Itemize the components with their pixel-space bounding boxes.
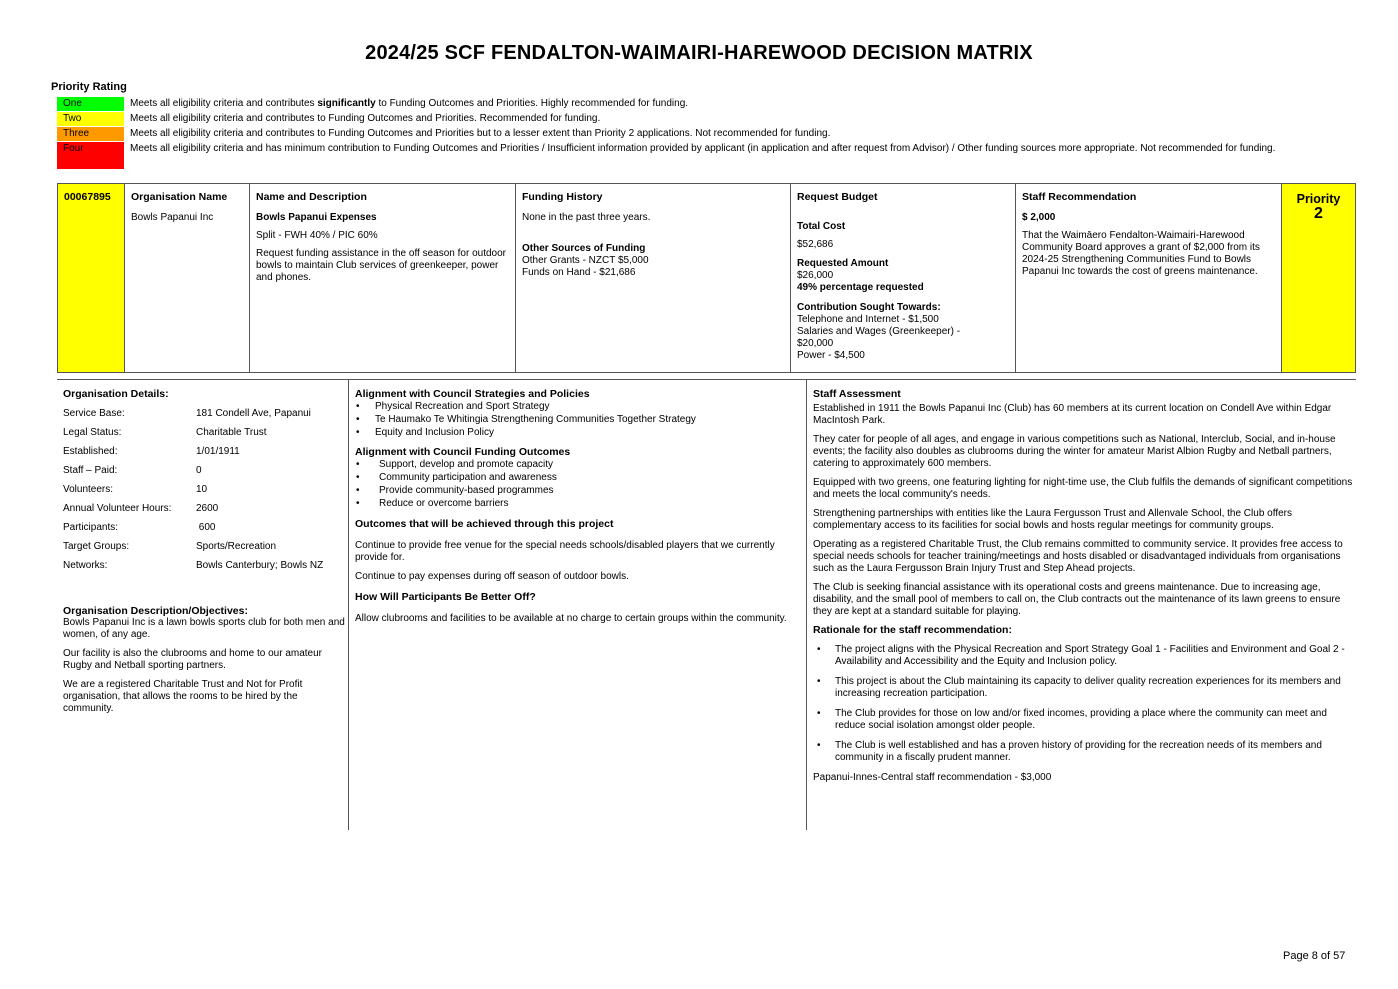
other-source: Other Grants - NZCT $5,000 bbox=[522, 255, 649, 266]
contribution-item: $20,000 bbox=[797, 338, 834, 349]
org-name-cell bbox=[125, 184, 250, 372]
other-source: Funds on Hand - $21,686 bbox=[522, 267, 636, 278]
priority-value: 2 bbox=[1314, 205, 1323, 222]
requested-amount: $26,000 bbox=[797, 270, 834, 281]
list-item: • Provide community-based programmes bbox=[355, 485, 802, 497]
list-item: • Support, develop and promote capacity bbox=[355, 459, 802, 471]
contribution-label: Contribution Sought Towards: bbox=[797, 302, 941, 313]
org-details-heading: Organisation Details: bbox=[63, 388, 169, 400]
list-item: • This project is about the Club maintaining its capacity to deliver quality recreation experiences for its members and increasing recreation participation. bbox=[813, 676, 1355, 700]
application-summary-table bbox=[57, 183, 1356, 373]
other-sources-header: Other Sources of Funding bbox=[522, 243, 646, 254]
outcomes-heading: Alignment with Council Funding Outcomes bbox=[355, 446, 571, 458]
priority-header: Priority bbox=[1296, 192, 1341, 206]
list-item: • The Club is well established and has a proven history of providing for the recreation needs of its members and community in a fiscally prudent manner. bbox=[813, 740, 1355, 764]
project-description: Request funding assistance in the off season for outdoor bowls to maintain Club services of greenkeeper, power and phones. bbox=[256, 248, 506, 283]
org-description-heading: Organisation Description/Objectives: bbox=[63, 605, 248, 617]
project-name: Bowls Papanui Expenses bbox=[256, 212, 377, 223]
request-budget-header: Request Budget bbox=[797, 191, 878, 203]
application-id-cell bbox=[58, 184, 125, 372]
list-item: • The Club provides for those on low and/or fixed incomes, providing a place where the community can meet and reduce social isolation amongst older people. bbox=[813, 708, 1355, 732]
priority-rating-heading: Priority Rating bbox=[51, 81, 127, 93]
page-number: Page 8 of 57 bbox=[1283, 950, 1346, 962]
priority-swatch-two: Two bbox=[57, 112, 124, 126]
assessment-paragraph: They cater for people of all ages, and engage in various competitions such as National, Interclub, Social, and in-house events; the facility also doubles as clubrooms during the winter for amateur Marist Albion Rugby and Netball partners, catering to approximately 600 members. bbox=[813, 434, 1336, 469]
outcomes-list bbox=[355, 459, 802, 510]
total-cost: $52,686 bbox=[797, 239, 834, 250]
page-title: 2024/25 SCF FENDALTON-WAIMAIRI-HAREWOOD DECISION MATRIX bbox=[365, 42, 1033, 64]
org-name: Bowls Papanui Inc bbox=[131, 212, 214, 223]
rationale-list bbox=[813, 644, 1355, 764]
strategies-heading: Alignment with Council Strategies and Policies bbox=[355, 388, 590, 400]
staff-recommendation-text: That the Waimāero Fendalton-Waimairi-Harewood Community Board approves a grant of $2,000 from its 2024-25 Strengthening Communities Fund to Bowls Papanui Inc towards the cost of greens maintenance. bbox=[1022, 230, 1260, 277]
alignment-column bbox=[355, 388, 802, 625]
priority-swatch-four: Four bbox=[57, 142, 124, 169]
priority-swatch-three: Three bbox=[57, 127, 124, 141]
priority-cell bbox=[1282, 184, 1355, 372]
name-description-cell bbox=[250, 184, 516, 372]
list-item: • Te Haumako Te Whitingia Strengthening Communities Together Strategy bbox=[355, 414, 802, 426]
org-details-list: Service Base: 181 Condell Ave, Papanui Legal Status: Charitable Trust Established: 1/01/1911 Staff – Paid: 0 Volunteers: 10 Annual Volunteer Hours: 2600 Participants: 600 Target Groups: Sports/Recreation Networks: Bowls Canterbury; Bowls NZ bbox=[63, 408, 324, 571]
list-item: • Equity and Inclusion Policy bbox=[355, 427, 802, 439]
org-details-column bbox=[63, 388, 345, 715]
other-staff-recommendation: Papanui-Innes-Central staff recommendation - $3,000 bbox=[813, 772, 1052, 783]
staff-assessment-heading: Staff Assessment bbox=[813, 388, 901, 400]
assessment-paragraph: The Club is seeking financial assistance with its operational costs and greens maintenance. Due to increasing age, disability, and the small pool of members to call on, the Club contracts out the maintenance of its lawn greens to ensure they are kept at a standard suitable for playing. bbox=[813, 582, 1341, 617]
achieved-paragraph: Continue to pay expenses during off season of outdoor bowls. bbox=[355, 571, 629, 582]
better-off-paragraph: Allow clubrooms and facilities to be available at no charge to certain groups within the community. bbox=[355, 613, 787, 624]
funding-history-cell bbox=[516, 184, 791, 372]
assessment-paragraph: Operating as a registered Charitable Trust, the Club remains committed to community service. It provides free access to special needs schools for teacher training/meetings and hosts disabled or disadvantaged individuals from organisations such as the Laura Fergusson Brain Injury Trust and Step Ahead projects. bbox=[813, 539, 1343, 574]
contribution-item: Telephone and Internet - $1,500 bbox=[797, 314, 939, 325]
list-item: • Reduce or overcome barriers bbox=[355, 498, 802, 510]
contribution-item: Salaries and Wages (Greenkeeper) - bbox=[797, 326, 961, 337]
better-off-heading: How Will Participants Be Better Off? bbox=[355, 591, 536, 603]
contribution-item: Power - $4,500 bbox=[797, 350, 865, 361]
funding-history: None in the past three years. bbox=[522, 212, 651, 223]
rationale-heading: Rationale for the staff recommendation: bbox=[813, 624, 1012, 636]
org-description-paragraph: We are a registered Charitable Trust and Not for Profit organisation, that allows the rooms to be hired by the community. bbox=[63, 679, 303, 714]
staff-recommendation-cell bbox=[1016, 184, 1282, 372]
list-item: • The project aligns with the Physical Recreation and Sport Strategy Goal 1 - Facilities and Environment and Goal 2 - Availability and Accessibility and the Equity and Inclusion policy. bbox=[813, 644, 1355, 668]
list-item: • Physical Recreation and Sport Strategy bbox=[355, 401, 802, 413]
name-description-header: Name and Description bbox=[256, 191, 367, 203]
org-description-paragraph: Our facility is also the clubrooms and home to our amateur Rugby and Netball sporting partners. bbox=[63, 648, 323, 671]
total-cost-label: Total Cost bbox=[797, 221, 846, 232]
org-description-paragraph: Bowls Papanui Inc is a lawn bowls sports club for both men and women, of any age. bbox=[63, 617, 345, 640]
priority-desc-one: Meets all eligibility criteria and contributes significantly to Funding Outcomes and Priorities. Highly recommended for funding. bbox=[130, 98, 689, 109]
section-divider bbox=[57, 379, 1356, 380]
staff-recommendation-header: Staff Recommendation bbox=[1022, 191, 1137, 203]
funding-split: Split - FWH 40% / PIC 60% bbox=[256, 230, 378, 241]
request-budget-cell bbox=[791, 184, 1016, 372]
strategies-list bbox=[355, 401, 802, 439]
list-item: • Community participation and awareness bbox=[355, 472, 802, 484]
funding-history-header: Funding History bbox=[522, 191, 603, 203]
priority-desc-three: Meets all eligibility criteria and contributes to Funding Outcomes and Priorities but to a lesser extent than Priority 2 applications. Not recommended for funding. bbox=[130, 128, 831, 139]
column-divider bbox=[806, 380, 807, 830]
staff-recommendation-amount: $ 2,000 bbox=[1022, 212, 1056, 223]
assessment-paragraph: Strengthening partnerships with entities like the Laura Fergusson Trust and Allenvale School, the Club offers complementary access to its facilities for social bowls and hosts regular meetings for community groups. bbox=[813, 508, 1292, 531]
assessment-paragraph: Equipped with two greens, one featuring lighting for night-time use, the Club fulfils the demands of significant competitions and meets the local community's needs. bbox=[813, 477, 1353, 500]
priority-desc-four: Meets all eligibility criteria and has minimum contribution to Funding Outcomes and Priorities / Insufficient information provided by applicant (in application and after request from Advisor) / Other funding sources more appropriate. Not recommended for funding. bbox=[130, 143, 1276, 154]
application-id: 00067895 bbox=[64, 191, 111, 203]
staff-assessment-column bbox=[813, 388, 1355, 784]
assessment-paragraph: Established in 1911 the Bowls Papanui Inc (Club) has 60 members at its current location on Condell Ave within Edgar MacIntosh Park. bbox=[813, 403, 1332, 426]
org-name-header: Organisation Name bbox=[131, 191, 228, 203]
priority-desc-two: Meets all eligibility criteria and contributes to Funding Outcomes and Priorities. Recommended for funding. bbox=[130, 113, 601, 124]
achieved-paragraph: Continue to provide free venue for the special needs schools/disabled players that we currently provide for. bbox=[355, 540, 775, 563]
achieved-heading: Outcomes that will be achieved through this project bbox=[355, 518, 614, 530]
percentage-requested: 49% percentage requested bbox=[797, 282, 924, 293]
priority-swatch-one: One bbox=[57, 97, 124, 111]
column-divider bbox=[348, 380, 349, 830]
requested-amount-label: Requested Amount bbox=[797, 258, 889, 269]
